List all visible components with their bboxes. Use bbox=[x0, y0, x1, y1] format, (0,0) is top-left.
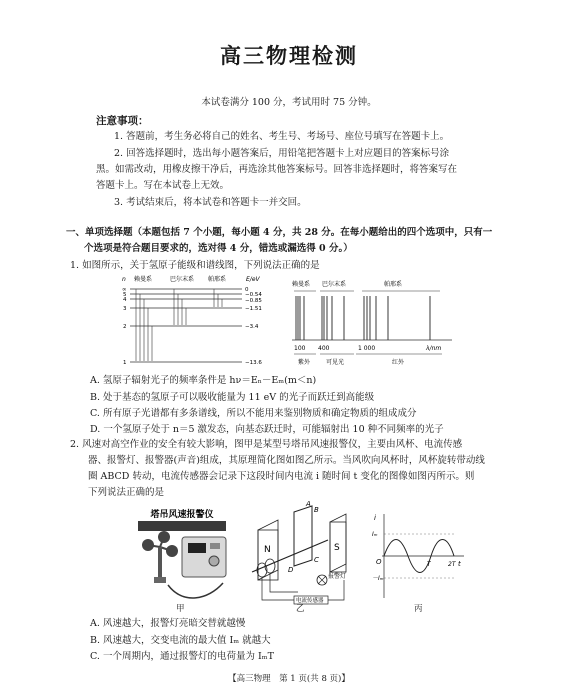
label-n: N bbox=[264, 545, 271, 555]
figure-jia-caption: 甲 bbox=[176, 604, 185, 614]
notice-heading: 注意事项： bbox=[96, 115, 149, 127]
i-axis-label: i bbox=[374, 514, 376, 522]
series-label-paschen: 帕邢系 bbox=[208, 276, 227, 283]
balmer-transitions bbox=[174, 289, 186, 325]
tick-t: T bbox=[427, 561, 431, 568]
im-label: Iₘ bbox=[372, 531, 378, 538]
notice-item-2-line3: 答题卡上。写在本试卷上无效。 bbox=[96, 180, 230, 191]
origin-label: O bbox=[376, 558, 382, 566]
level-n-2: 2 bbox=[123, 324, 127, 330]
tick-100: 100 bbox=[294, 345, 306, 352]
level-e-2: −3.4 bbox=[245, 324, 259, 330]
energy-unit-label: E/eV bbox=[246, 276, 260, 283]
level-n-5: 5 bbox=[123, 292, 127, 298]
label-current-sensor: 电流传感器 bbox=[296, 598, 324, 604]
product-banner bbox=[138, 521, 226, 531]
q2-stem-line2: 器、报警灯、报警器(声音)组成，其原理简化图如图乙所示。当风吹向风杯时，风杯旋转带动线 bbox=[88, 455, 485, 466]
level-n-1: 1 bbox=[123, 360, 127, 366]
section-heading-line1: 一、单项选择题（本题包括 7 个小题，每小题 4 分，共 28 分。在每小题给出的四个选项中，只有一 bbox=[66, 227, 493, 238]
notice-item-1: 1. 答题前，考生务必将自己的姓名、考生号、考场号、座位号填写在答题卡上。 bbox=[114, 131, 450, 142]
region-visible: 可见光 bbox=[326, 359, 345, 366]
section-heading-line2: 个选项是符合题目要求的，选对得 4 分，错选或漏选得 0 分。） bbox=[84, 243, 353, 254]
paschen-transitions bbox=[214, 289, 222, 307]
product-title: 塔吊风速报警仪 bbox=[150, 510, 214, 520]
spectrum-label-paschen: 帕邢系 bbox=[384, 281, 403, 288]
neg-im-label: －Iₘ bbox=[372, 575, 384, 582]
q1-option-b: B. 处于基态的氢原子可以吸收能量为 11 eV 的光子而跃迁到高能级 bbox=[90, 392, 375, 403]
q2-stem-line4: 下列说法正确的是 bbox=[88, 487, 165, 498]
page-title: 高三物理检测 bbox=[220, 43, 358, 68]
label-c: C bbox=[314, 556, 319, 564]
spectral-lines bbox=[296, 296, 430, 340]
label-b: B bbox=[314, 506, 319, 514]
q2-stem-line3: 圈 ABCD 转动，电流传感器会记录下这段时间内电流 i 随时间 t 变化的图像如图丙所示。则 bbox=[88, 471, 475, 482]
level-e-3: −1.51 bbox=[245, 306, 262, 312]
label-s: S bbox=[334, 543, 340, 553]
label-a: A bbox=[306, 500, 311, 508]
figure-bing-it-graph bbox=[372, 510, 468, 602]
q1-option-c: C. 所有原子光谱都有多条谱线，所以不能用来鉴别物质和确定物质的组成成分 bbox=[90, 408, 417, 419]
spectrum-diagram bbox=[292, 280, 462, 372]
level-n-3: 3 bbox=[123, 306, 127, 312]
q1-option-a: A. 氢原子辐射光子的频率条件是 hν＝Eₙ－Eₘ(m＜n) bbox=[90, 375, 317, 386]
level-n-inf: ∞ bbox=[122, 287, 127, 293]
figure-yi-schematic bbox=[248, 500, 366, 610]
q2-option-c: C. 一个周期内，通过报警灯的电荷量为 IₘT bbox=[90, 651, 274, 662]
level-e-4: −0.85 bbox=[245, 298, 262, 304]
q1-option-d: D. 一个氢原子处于 n＝5 激发态，向基态跃迁时，可能辐射出 10 种不同频率的光子 bbox=[90, 424, 444, 435]
figure-yi-caption: 乙 bbox=[296, 604, 305, 614]
tick-1000: 1 000 bbox=[358, 345, 376, 352]
t-axis-label: t bbox=[458, 560, 461, 568]
energy-level-diagram bbox=[120, 272, 280, 372]
coil-abcd bbox=[294, 506, 312, 566]
series-label-lyman: 赖曼系 bbox=[134, 276, 153, 283]
page-footer: 【高三物理 第 1 页(共 8 页)】 bbox=[228, 674, 350, 684]
wavelength-unit: λ/nm bbox=[426, 345, 442, 352]
level-e-1: −13.6 bbox=[245, 360, 262, 366]
q2-option-a: A. 风速越大，报警灯亮暗交替就越慢 bbox=[90, 618, 246, 629]
spectrum-label-lyman: 赖曼系 bbox=[292, 281, 311, 288]
region-uv: 紫外 bbox=[298, 359, 311, 366]
q2-stem-line1: 2. 风速对高空作业的安全有较大影响，图甲是某型号塔吊风速报警仪，主要由风杯、电流传感 bbox=[70, 439, 463, 450]
label-alarm-lamp: 报警灯 bbox=[328, 573, 347, 580]
q1-stem: 1. 如图所示，关于氢原子能级和谱线图，下列说法正确的是 bbox=[70, 260, 320, 271]
series-label-balmer: 巴尔末系 bbox=[170, 276, 195, 283]
notice-item-2-line2: 黑。如需改动，用橡皮擦干净后，再选涂其他答案标号。回答非选择题时，将答案写在 bbox=[96, 164, 458, 175]
notice-item-2-line1: 2. 回答选择题时，选出每小题答案后，用铅笔把答题卡上对应题目的答案标号涂 bbox=[114, 148, 450, 159]
spectrum-label-balmer: 巴尔末系 bbox=[322, 281, 347, 288]
level-e-5: −0.54 bbox=[245, 292, 262, 298]
figure-bing-caption: 丙 bbox=[414, 604, 423, 614]
tick-2t: 2T bbox=[448, 561, 456, 568]
figure-jia-product-photo bbox=[128, 505, 236, 613]
exam-info: 本试卷满分 100 分，考试用时 75 分钟。 bbox=[201, 97, 377, 108]
region-ir: 红外 bbox=[392, 359, 405, 366]
anemometer-icon bbox=[142, 531, 178, 583]
level-n-4: 4 bbox=[123, 297, 127, 303]
n-axis-label: n bbox=[122, 276, 126, 283]
tick-400: 400 bbox=[318, 345, 330, 352]
label-d: D bbox=[288, 566, 294, 574]
level-e-inf: 0 bbox=[245, 287, 249, 293]
q2-option-b: B. 风速越大，交变电流的最大值 Iₘ 就越大 bbox=[90, 635, 271, 646]
cable-icon bbox=[168, 583, 223, 598]
lyman-transitions bbox=[136, 289, 152, 361]
notice-item-3: 3. 考试结束后，将本试卷和答题卡一并交回。 bbox=[114, 197, 307, 208]
